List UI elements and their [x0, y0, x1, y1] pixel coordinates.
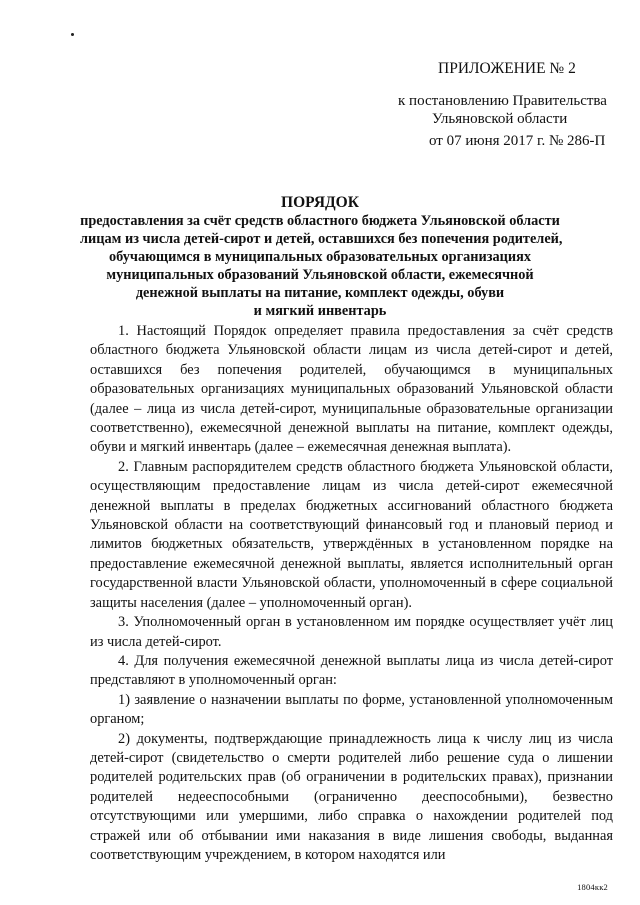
subtitle-line: денежной выплаты на питание, комплект одежды, обуви — [135, 285, 505, 301]
subtitle-line: предоставления за счёт средств областного бюджета Ульяновской области — [80, 213, 560, 229]
subtitle-line: муниципальных образований Ульяновской области, ежемесячной — [106, 267, 534, 283]
appendix-label: ПРИЛОЖЕНИЕ № 2 — [438, 60, 576, 77]
paragraph-1: 1. Настоящий Порядок определяет правила предоставления за счёт средств областного бюджета Ульяновской области лицам из числа детей-сирот и детей, оставшихся без попечения родителей, обучающимся в муниципальных образовательных организациях муниципальных образований Ульяновской области (далее – лица из числа детей-сирот, муниципальные образовательные организации соответственно), ежемесячной денежной выплаты на питание, комплект одежды, обуви и мягкий инвентарь (далее – ежемесячная денежная выплата). — [90, 323, 613, 456]
subtitle-line: обучающимся в муниципальных образовательных организациях — [109, 249, 531, 265]
resolution-line: к постановлению Правительства — [398, 93, 607, 109]
subtitle-line: и мягкий инвентарь — [253, 303, 387, 319]
footer-code: 1804кк2 — [577, 882, 608, 892]
document-subtitle — [80, 212, 563, 320]
date-line: от 07 июня 2017 г. № 286-П — [429, 133, 606, 149]
region-line: Ульяновской области — [432, 111, 568, 127]
document-title: ПОРЯДОК — [281, 194, 359, 211]
scan-dot-mark — [71, 33, 74, 36]
paragraph-4: 4. Для получения ежемесячной денежной выплаты лица из числа детей-сирот представляют в уполномоченный орган: — [90, 652, 613, 689]
document-body — [90, 322, 613, 865]
paragraph-4-item-1: 1) заявление о назначении выплаты по форме, установленной уполномоченным органом; — [90, 691, 613, 728]
paragraph-3: 3. Уполномоченный орган в установленном им порядке осуществляет учёт лиц из числа детей-сирот. — [90, 614, 613, 650]
paragraph-4-item-2: 2) документы, подтверждающие принадлежность лица к числу лиц из числа детей-сирот (свидетельство о смерти родителей либо решение суда о лишении родителей родительских прав (об ограничении в родительских правах), признании родителей недееспособными (ограниченно дееспособными), безвестно отсутствующими или умершими, либо справка о нахождении родителей под стражей или об отбывании ими наказания в виде лишения свободы, выданная соответствующим учреждением, в котором находятся или — [90, 730, 613, 863]
subtitle-line: лицам из числа детей-сирот и детей, оставшихся без попечения родителей, — [80, 231, 563, 247]
paragraph-2: 2. Главным распорядителем средств областного бюджета Ульяновской области, осуществляющим предоставление лицам из числа детей-сирот ежемесячной денежной выплаты в пределах бюджетных ассигнований областного бюджета Ульяновской области на соответствующий финансовый год и плановый период и лимитов бюджетных обязательств, утверждённых в установленном порядке на предоставление ежемесячной денежной выплаты, является исполнительный орган государственной власти Ульяновской области, уполномоченный в сфере социальной защиты населения (далее – уполномоченный орган). — [90, 458, 613, 611]
